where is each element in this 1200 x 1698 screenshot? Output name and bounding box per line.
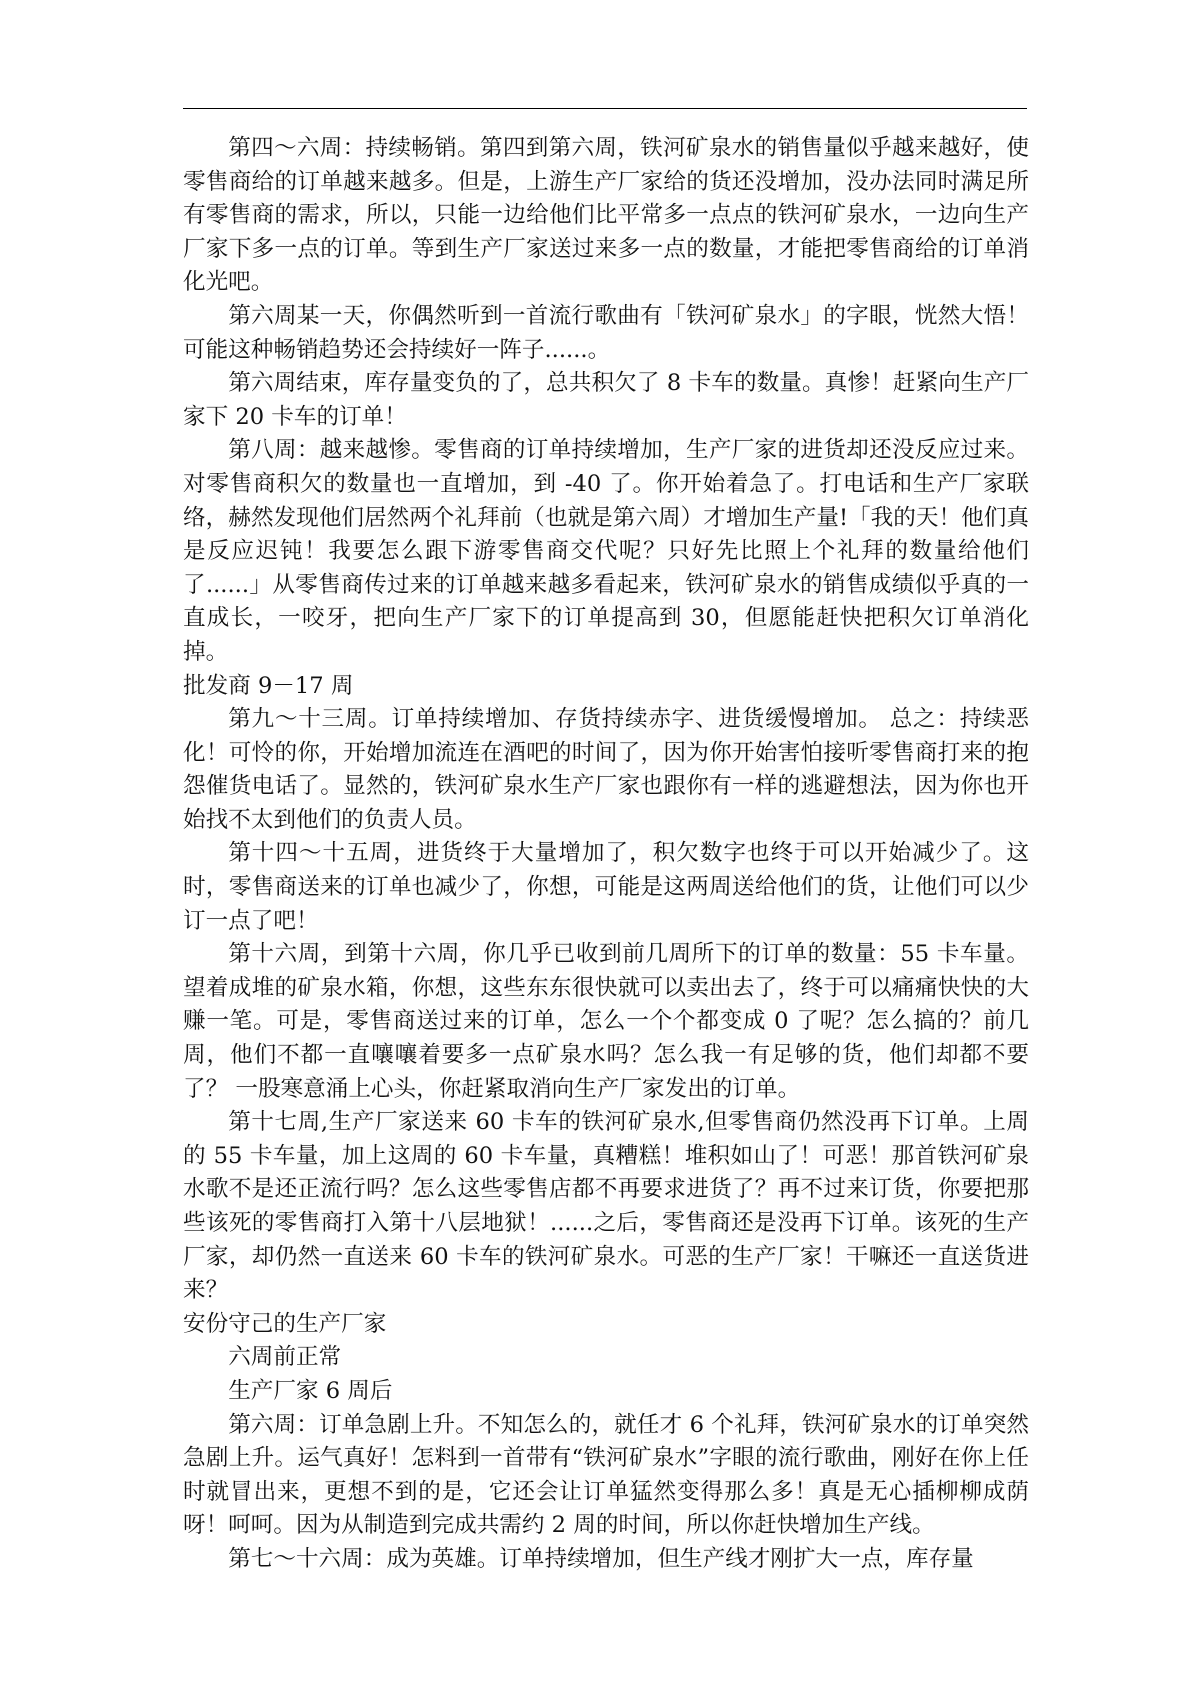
document-body [183, 132, 1029, 1577]
paragraph: 第六周某一天，你偶然听到一首流行歌曲有「铁河矿泉水」的字眼，恍然大悟！可能这种畅销趋势还会持续好一阵子......。 [183, 302, 1029, 363]
paragraph: 第四～六周：持续畅销。第四到第六周，铁河矿泉水的销售量似乎越来越好，使零售商给的订单越来越多。但是，上游生产厂家给的货还没增加，没办法同时满足所有零售商的需求，所以，只能一边给他们比平常多一点点的铁河矿泉水，一边向生产厂家下多一点的订单。等到生产厂家送过来多一点的数量，才能把零售商给的订单消化光吧。 [183, 135, 1029, 296]
paragraph: 第七～十六周：成为英雄。订单持续增加，但生产线才刚扩大一点，库存量 [228, 1545, 974, 1572]
paragraph: 第六周结束，库存量变负的了，总共积欠了 8 卡车的数量。真惨！赶紧向生产厂家下 20 卡车的订单！ [183, 370, 1029, 430]
paragraph: 六周前正常 [228, 1344, 342, 1371]
paragraph: 第十七周,生产厂家送来 60 卡车的铁河矿泉水,但零售商仍然没再下订单。上周的 55 卡车量，加上这周的 60 卡车量，真糟糕！堆积如山了！可恶！那首铁河矿泉水歌不是还正流行吗？怎么这些零售店都不再要求进货了？再不过来订货，你要把那些该死的零售商打入第十八层地狱！......之后，零售商还是没再下订单。该死的生产厂家，却仍然一直送来 60 卡车的铁河矿泉水。可恶的生产厂家！干嘛还一直送货进来？ [183, 1109, 1029, 1304]
section-heading: 安份守己的生产厂家 [183, 1310, 387, 1337]
paragraph: 第十六周，到第十六周，你几乎已收到前几周所下的订单的数量：55 卡车量。望着成堆的矿泉水箱，你想，这些东东很快就可以卖出去了，终于可以痛痛快快的大赚一笔。可是，零售商送过来的订单，怎么一个个都变成 0 了呢？怎么搞的？前几周，他们不都一直嚷嚷着要多一点矿泉水吗？怎么我一有足够的货，他们却都不要了？ 一股寒意涌上心头，你赶紧取消向生产厂家发出的订单。 [183, 941, 1029, 1102]
section-heading: 批发商 9－17 周 [183, 672, 354, 699]
paragraph: 第九～十三周。订单持续增加、存货持续赤字、进货缓慢增加。 总之：持续恶化！可怜的你，开始增加流连在酒吧的时间了，因为你开始害怕接听零售商打来的抱怨催货电话了。显然的，铁河矿泉水生产厂家也跟你有一样的逃避想法，因为你也开始找不太到他们的负责人员。 [183, 706, 1029, 833]
paragraph: 第六周：订单急剧上升。不知怎么的，就任才 6 个礼拜，铁河矿泉水的订单突然急剧上升。运气真好！怎料到一首带有“铁河矿泉水”字眼的流行歌曲，刚好在你上任时就冒出来，更想不到的是，它还会让订单猛然变得那么多！真是无心插柳柳成荫呀！呵呵。因为从制造到完成共需约 2 周的时间，所以你赶快增加生产线。 [183, 1411, 1029, 1539]
paragraph: 第十四～十五周，进货终于大量增加了，积欠数字也终于可以开始减少了。这时，零售商送来的订单也减少了，你想，可能是这两周送给他们的货，让他们可以少订一点了吧！ [183, 840, 1029, 934]
header-rule [183, 108, 1027, 109]
paragraph: 第八周：越来越惨。零售商的订单持续增加，生产厂家的进货却还没反应过来。对零售商积欠的数量也一直增加，到 -40 了。你开始着急了。打电话和生产厂家联络，赫然发现他们居然两个礼拜前（也就是第六周）才增加生产量!「我的天！他们真是反应迟钝！我要怎么跟下游零售商交代呢？只好先比照上个礼拜的数量给他们了......」从零售商传过来的订单越来越多看起来，铁河矿泉水的销售成绩似乎真的一直成长，一咬牙，把向生产厂家下的订单提高到 30，但愿能赶快把积欠订单消化掉。 [183, 437, 1029, 665]
paragraph: 生产厂家 6 周后 [228, 1377, 393, 1404]
